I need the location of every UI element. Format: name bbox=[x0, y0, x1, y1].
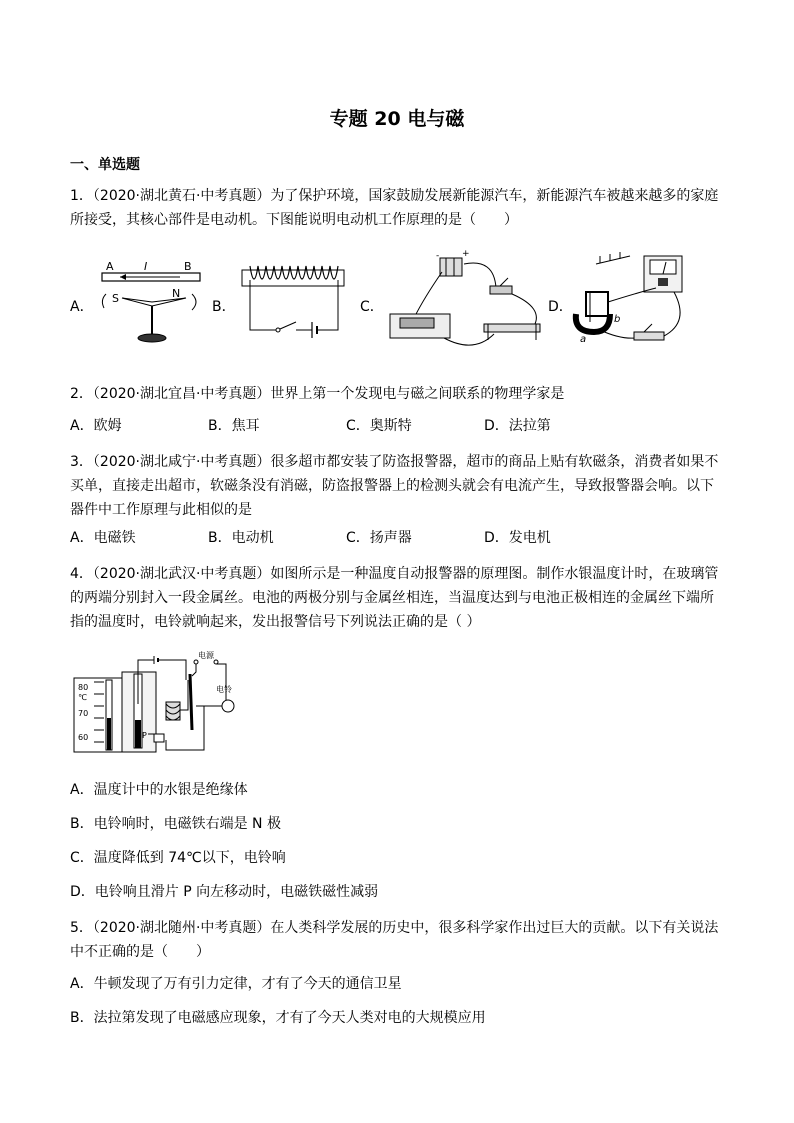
question-2-options bbox=[70, 414, 725, 438]
q4-option-c[interactable]: C．温度降低到 74℃以下，电铃响 bbox=[70, 850, 286, 866]
q1-option-d-label: D． bbox=[548, 299, 573, 315]
q4-option-d[interactable]: D．电铃响且滑片 P 向左移动时，电磁铁磁性减弱 bbox=[70, 884, 379, 900]
q4-power-label: 电源 bbox=[198, 651, 214, 660]
question-3-text: 3．（2020·湖北咸宁·中考真题）很多超市都安装了防盗报警器，超市的商品上贴有软磁条，消费者如果不买单，直接走出超市，软磁条没有消磁，防盗报警器上的检测头就会有电流产生，导致报警器会响。以下器件中工作原理与此相似的是 bbox=[70, 454, 719, 518]
fig-a-label-a: A bbox=[106, 260, 114, 273]
q1-option-b-label: B． bbox=[212, 299, 236, 315]
q2-option-c[interactable]: C．奥斯特 bbox=[346, 418, 412, 434]
fig-a-label-n: N bbox=[172, 287, 181, 300]
q4-t80: 80 bbox=[78, 683, 89, 692]
q4-unit: ℃ bbox=[78, 693, 87, 702]
q5-option-b[interactable]: B．法拉第发现了电磁感应现象，才有了今天人类对电的大规模应用 bbox=[70, 1010, 486, 1026]
q1-figure-d bbox=[570, 252, 694, 348]
fig-a-label-s: S bbox=[112, 292, 119, 305]
q1-figure-c bbox=[384, 248, 548, 356]
fig-a-label-i: I bbox=[144, 260, 148, 273]
q4-t70: 70 bbox=[78, 709, 89, 718]
question-3-options bbox=[70, 526, 725, 550]
section-heading: 一、单选题 bbox=[70, 157, 140, 173]
q1-figure-a bbox=[92, 256, 212, 348]
question-1-text: 1．（2020·湖北黄石·中考真题）为了保护环境，国家鼓励发展新能源汽车，新能源汽车被越来越多的家庭所接受，其核心部件是电动机。下图能说明电动机工作原理的是（ ） bbox=[70, 188, 719, 228]
q4-alarm-figure bbox=[70, 650, 246, 758]
q1-figure-b bbox=[234, 258, 352, 344]
q4-label-p: P bbox=[142, 731, 147, 740]
q3-option-c[interactable]: C．扬声器 bbox=[346, 530, 412, 546]
q3-option-d[interactable]: D．发电机 bbox=[484, 530, 551, 546]
q5-option-a[interactable]: A．牛顿发现了万有引力定律，才有了今天的通信卫星 bbox=[70, 976, 402, 992]
q2-option-a[interactable]: A．欧姆 bbox=[70, 418, 122, 434]
fig-d-label-b: b bbox=[614, 314, 621, 325]
question-5-text: 5．（2020·湖北随州·中考真题）在人类科学发展的历史中，很多科学家作出过巨大的贡献。以下有关说法中不正确的是（ ） bbox=[70, 920, 719, 960]
svg-text:+: + bbox=[462, 249, 470, 259]
q3-option-a[interactable]: A．电磁铁 bbox=[70, 530, 136, 546]
question-4-text: 4．（2020·湖北武汉·中考真题）如图所示是一种温度自动报警器的原理图。制作水银温度计时，在玻璃管的两端分别封入一段金属丝。电池的两极分别与金属丝相连，当温度达到与电池正极相连的金属丝下端所指的温度时，电铃就响起来，发出报警信号下列说法正确的是（ ） bbox=[70, 566, 719, 630]
svg-text:-: - bbox=[436, 251, 440, 261]
q4-option-a[interactable]: A．温度计中的水银是绝缘体 bbox=[70, 782, 248, 798]
q2-option-d[interactable]: D．法拉第 bbox=[484, 418, 551, 434]
q4-t60: 60 bbox=[78, 733, 89, 742]
fig-a-label-b: B bbox=[184, 260, 192, 273]
fig-d-label-a: a bbox=[580, 334, 587, 345]
question-2-text: 2．（2020·湖北宜昌·中考真题）世界上第一个发现电与磁之间联系的物理学家是 bbox=[70, 386, 565, 402]
page-title: 专题 20 电与磁 bbox=[329, 108, 465, 130]
q1-option-a-label: A． bbox=[70, 299, 94, 315]
q4-option-b[interactable]: B．电铃响时，电磁铁右端是 N 极 bbox=[70, 816, 281, 832]
q4-bell-label: 电铃 bbox=[216, 685, 232, 694]
q2-option-b[interactable]: B．焦耳 bbox=[208, 418, 260, 434]
q3-option-b[interactable]: B．电动机 bbox=[208, 530, 274, 546]
q1-option-c-label: C． bbox=[360, 299, 384, 315]
